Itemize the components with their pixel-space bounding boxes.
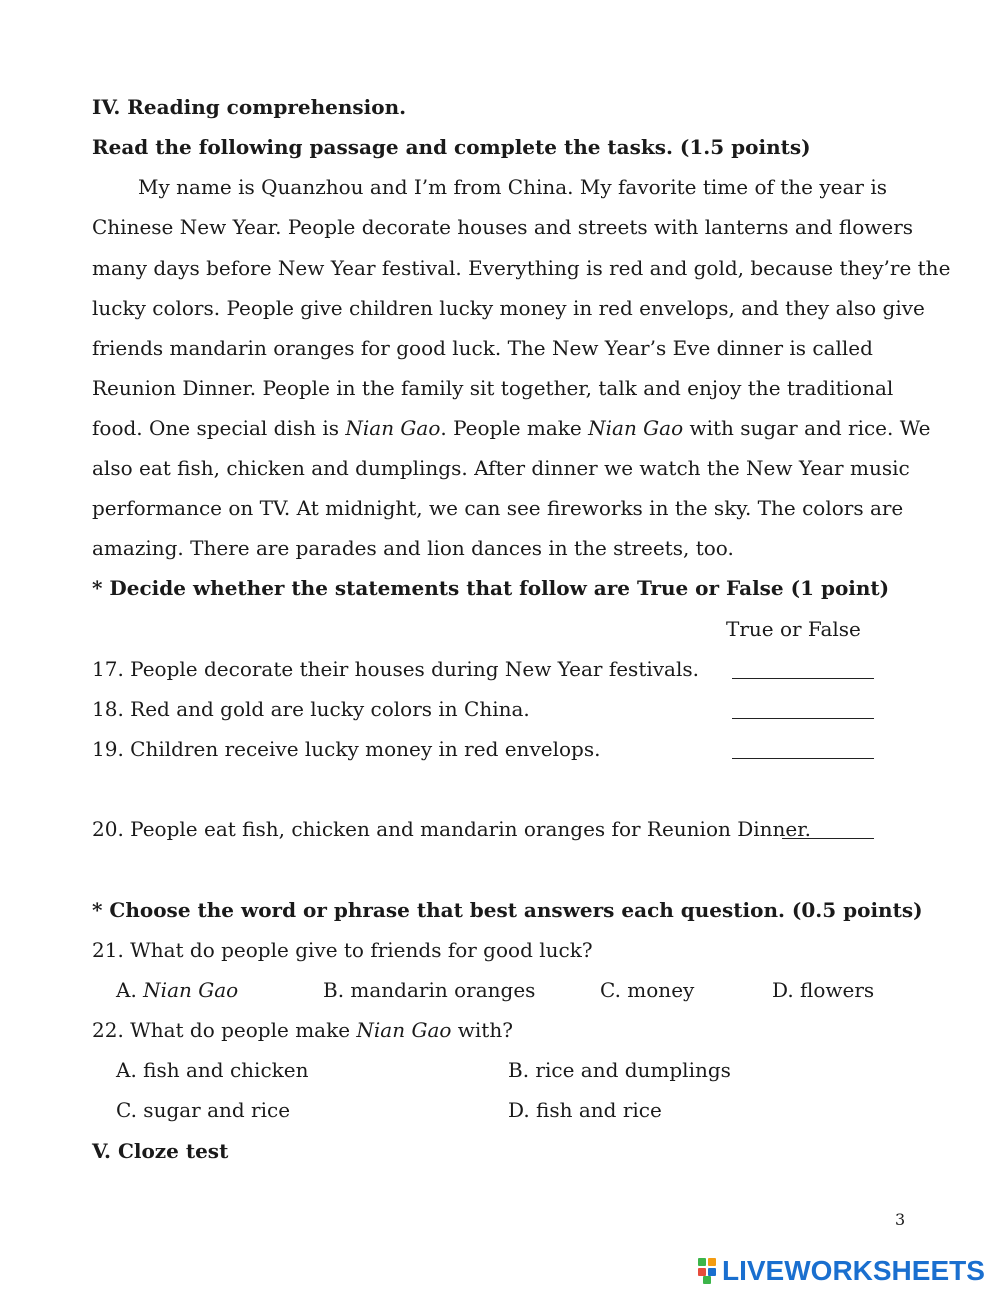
option-21-a[interactable] bbox=[116, 976, 238, 1004]
passage-italic: Nian Gao bbox=[588, 416, 684, 440]
passage-line: amazing. There are parades and lion dances in the streets, too. bbox=[92, 536, 734, 560]
statement-19: 19. Children receive lucky money in red envelops. bbox=[92, 737, 601, 761]
option-21-c[interactable]: C. money bbox=[600, 978, 695, 1002]
true-false-instruction: * Decide whether the statements that follow are True or False (1 point) bbox=[92, 576, 890, 600]
passage-line: friends mandarin oranges for good luck. The New Year’s Eve dinner is called bbox=[92, 336, 873, 360]
passage-line bbox=[92, 414, 931, 442]
option-label: A. bbox=[116, 978, 144, 1002]
answer-blank-19[interactable] bbox=[732, 758, 874, 759]
passage-italic: Nian Gao bbox=[345, 416, 441, 440]
instruction-text: Read the following passage and complete the tasks. (1.5 points) bbox=[92, 135, 811, 159]
option-22-b[interactable]: B. rice and dumplings bbox=[508, 1058, 731, 1082]
option-22-a[interactable]: A. fish and chicken bbox=[116, 1058, 309, 1082]
option-italic: Nian Gao bbox=[143, 978, 239, 1002]
passage-text: food. One special dish is bbox=[92, 416, 346, 440]
option-21-b[interactable]: B. mandarin oranges bbox=[323, 978, 536, 1002]
passage-line: My name is Quanzhou and I’m from China. My favorite time of the year is bbox=[138, 175, 887, 199]
answer-blank-17[interactable] bbox=[732, 678, 874, 679]
passage-line: performance on TV. At midnight, we can see fireworks in the sky. The colors are bbox=[92, 496, 904, 520]
passage-line: Chinese New Year. People decorate houses and streets with lanterns and flowers bbox=[92, 215, 914, 239]
option-21-d[interactable]: D. flowers bbox=[772, 978, 875, 1002]
question-text: 22. What do people make bbox=[92, 1018, 357, 1042]
statement-17: 17. People decorate their houses during New Year festivals. bbox=[92, 657, 699, 681]
answer-blank-20[interactable] bbox=[782, 838, 874, 839]
passage-line: many days before New Year festival. Everything is red and gold, because they’re the bbox=[92, 256, 951, 280]
passage-line: also eat fish, chicken and dumplings. After dinner we watch the New Year music bbox=[92, 456, 910, 480]
answer-blank-18[interactable] bbox=[732, 718, 874, 719]
passage-line: Reunion Dinner. People in the family sit together, talk and enjoy the traditional bbox=[92, 376, 894, 400]
question-22 bbox=[92, 1016, 513, 1044]
option-22-c[interactable]: C. sugar and rice bbox=[116, 1098, 291, 1122]
question-text: with? bbox=[451, 1018, 513, 1042]
true-false-header: True or False bbox=[726, 617, 861, 641]
question-italic: Nian Gao bbox=[356, 1018, 452, 1042]
logo-text: LIVEWORKSHEETS bbox=[722, 1255, 985, 1286]
multiple-choice-instruction: * Choose the word or phrase that best answers each question. (0.5 points) bbox=[92, 898, 923, 922]
statement-20: 20. People eat fish, chicken and mandarin oranges for Reunion Dinner. bbox=[92, 817, 811, 841]
passage-text: with sugar and rice. We bbox=[683, 416, 931, 440]
section-heading: IV. Reading comprehension. bbox=[92, 95, 407, 119]
statement-18: 18. Red and gold are lucky colors in China. bbox=[92, 697, 530, 721]
page-number: 3 bbox=[895, 1210, 906, 1229]
section-heading: V. Cloze test bbox=[92, 1139, 229, 1163]
question-21: 21. What do people give to friends for good luck? bbox=[92, 938, 593, 962]
passage-line: lucky colors. People give children lucky money in red envelops, and they also give bbox=[92, 296, 925, 320]
logo-blocks-icon bbox=[698, 1258, 718, 1284]
liveworksheets-logo bbox=[698, 1253, 985, 1289]
passage-text: . People make bbox=[440, 416, 589, 440]
option-22-d[interactable]: D. fish and rice bbox=[508, 1098, 662, 1122]
